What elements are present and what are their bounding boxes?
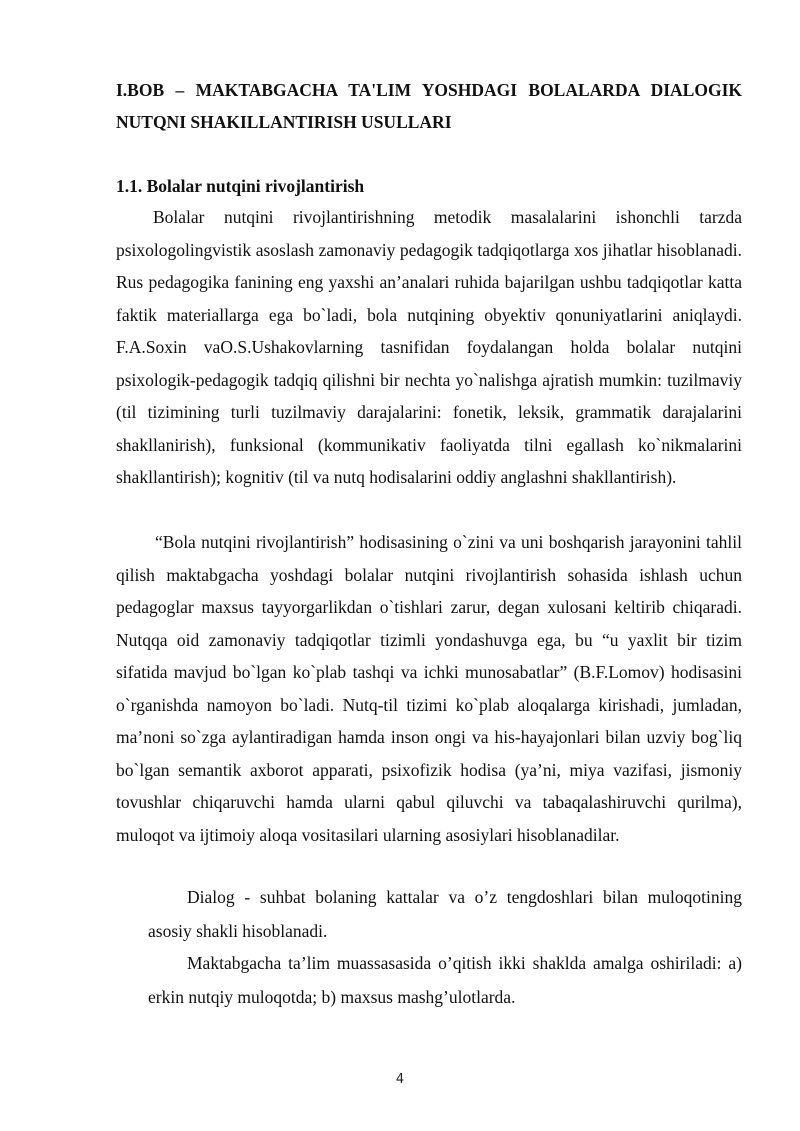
paragraph-4: Maktabgacha ta’lim muassasasida o’qitish ikki shaklda amalga oshiriladi: a) erkin nutqiy muloqotda; b) maxsus mashg’ulotlarda. [148, 953, 742, 1007]
paragraph-2: “Bola nutqini rivojlantirish” hodisasining o`zini va uni boshqarish jarayonini tahlil qilish maktabgacha yoshdagi bolalar nutqini rivojlantirish sohasida ishlash uchun pedagoglar maxsus tayyorgarlikdan o`tishlari zarur, degan xulosani keltirib chiqaradi. Nutqqa oid zamonaviy tadqiqotlar tizimli yondashuvga ega, bu “u yaxlit bir tizim sifatida mavjud bo`lgan ko`plab tashqi va ichki munosabatlar” (B.F.Lomov) hodisasini o`rganishda namoyon bo`ladi. Nutq-til tizimi ko`plab aloqalarga kirishadi, jumladan, ma’noni so`zga aylantiradigan hamda inson ongi va his-hayajonlari bilan uzviy bog`liq bo`lgan semantik axborot apparati, psixofizik hodisa (ya’ni, miya vazifasi, jismoniy tovushlar chiqaruvchi hamda ularni qabul qiluvchi va tabaqalashiruvchi qurilma), muloqot va ijtimoiy aloqa vositasilari ularning asosiylari hisoblanadilar. [116, 532, 742, 845]
section-title: 1.1. Bolalar nutqini rivojlantirish [116, 176, 365, 196]
chapter-title: I.BOB – MAKTABGACHA TA'LIM YOSHDAGI BOLALARDA DIALOGIK NUTQNI SHAKILLANTIRISH USULLARI [116, 80, 742, 132]
paragraph-3: Dialog - suhbat bolaning kattalar va o’z tengdoshlari bilan muloqotining asosiy shakli hisoblanadi. [148, 887, 742, 941]
page-number: 4 [395, 1072, 405, 1087]
paragraph-1: Bolalar nutqini rivojlantirishning metodik masalalarini ishonchli tarzda psixologolingvistik asoslash zamonaviy pedagogik tadqiqotlarga xos jihatlar hisoblanadi. Rus pedagogika fanining eng yaxshi an’analari ruhida bajarilgan ushbu tadqiqotlar katta faktik materiallarga ega bo`ladi, bola nutqining obyektiv qonuniyatlarini aniqlaydi. F.A.Soxin vaO.S.Ushakovlarning tasnifidan foydalangan holda bolalar nutqini psixologik-pedagogik tadqiq qilishni bir nechta yo`nalishga ajratish mumkin: tuzilmaviy (til tizimining turli tuzilmaviy darajalarini: fonetik, leksik, grammatik darajalarini shakllanirish), funksional (kommunikativ faoliyatda tilni egallash ko`nikmalarini shakllantirish); kognitiv (til va nutq hodisalarini oddiy anglashni shakllantirish). [116, 207, 742, 487]
